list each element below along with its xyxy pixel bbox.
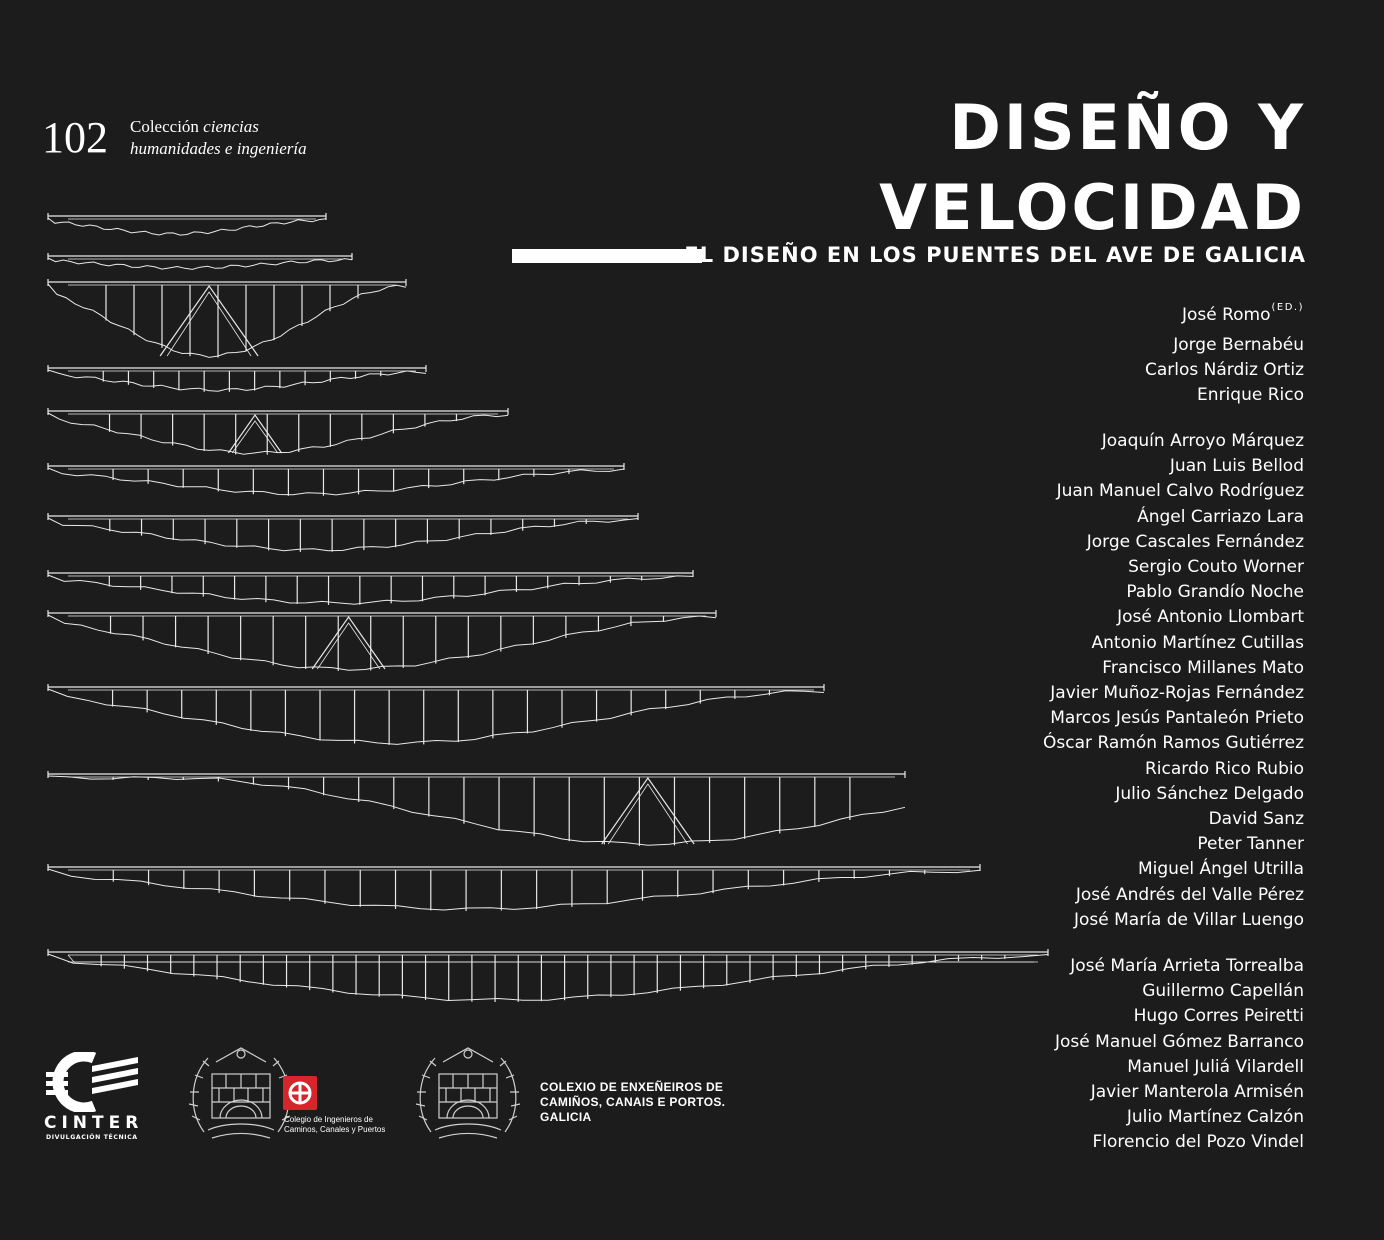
bridge-elevation (48, 771, 905, 846)
collection-italic-1: ciencias (203, 117, 259, 136)
series-number: 102 (42, 113, 108, 162)
bridge-elevation (48, 610, 716, 671)
editor (1182, 295, 1304, 328)
author-name: José Manuel Gómez Barranco (1055, 1031, 1304, 1052)
author-name: Peter Tanner (1197, 834, 1304, 855)
bridge-elevation (48, 570, 693, 605)
bridge-elevations-illustration (40, 200, 1050, 1010)
bridge-elevation (48, 513, 638, 552)
title-line-1: DISEÑO Y (949, 91, 1306, 164)
bridge-elevation (48, 279, 406, 358)
author-name: Florencio del Pozo Vindel (1092, 1132, 1304, 1153)
colexio-name-line-3: GALICIA (540, 1110, 592, 1124)
ciccp-symbol-icon (283, 1076, 317, 1110)
colexio-name-line-2: CAMIÑOS, CANAIS E PORTOS. (540, 1095, 726, 1109)
title-line-2: VELOCIDAD (879, 171, 1306, 244)
author-name: Manuel Juliá Vilardell (1127, 1056, 1304, 1077)
author-name: Hugo Corres Peiretti (1133, 1006, 1304, 1027)
book-subtitle: EL DISEÑO EN LOS PUENTES DEL AVE DE GALICIA (684, 243, 1306, 267)
bridge-elevation (48, 253, 352, 269)
author-name: José María Arrieta Torrealba (1070, 956, 1304, 976)
author-name: José Antonio Llombart (1117, 607, 1304, 628)
colexio-name-line-1: COLEXIO DE ENXEÑEIROS DE (540, 1080, 724, 1094)
author-name: David Sanz (1208, 809, 1304, 830)
collection-name (130, 116, 307, 160)
cinter-tagline: DIVULGACIÓN TÉCNICA (46, 1134, 138, 1141)
author-name: Julio Sánchez Delgado (1115, 783, 1304, 804)
bridge-elevation (48, 864, 980, 911)
ciccp-seal-emblem (186, 1040, 296, 1152)
author-name: Antonio Martínez Cutillas (1091, 632, 1304, 653)
bridge-elevation (48, 949, 1048, 1002)
cinter-logo (42, 1052, 142, 1112)
collection-prefix: Colección (130, 117, 199, 136)
author-name: Ángel Carriazo Lara (1137, 506, 1304, 527)
bridge-elevation (48, 365, 426, 392)
ciccp-name (284, 1115, 385, 1135)
author-name: Óscar Ramón Ramos Gutiérrez (1043, 733, 1304, 754)
author-name: José María de Villar Luengo (1073, 909, 1304, 930)
collection-italic-2: humanidades e ingeniería (130, 139, 307, 158)
author-name: Julio Martínez Calzón (1126, 1107, 1304, 1128)
author-name: Javier Muñoz-Rojas Fernández (1050, 683, 1304, 704)
author-name: Ricardo Rico Rubio (1144, 758, 1304, 779)
author-group-1 (1145, 333, 1304, 409)
author-group-2 (1043, 429, 1304, 933)
author-name: Jorge Bernabéu (1173, 335, 1304, 355)
author-name: Javier Manterola Armisén (1090, 1082, 1304, 1103)
author-name: Guillermo Capellán (1142, 981, 1304, 1002)
author-name: Enrique Rico (1197, 385, 1304, 406)
author-name: Marcos Jesús Pantaleón Prieto (1050, 708, 1304, 729)
author-name: Jorge Cascales Fernández (1086, 531, 1304, 552)
author-name: Francisco Millanes Mato (1102, 657, 1304, 678)
author-name: Pablo Grandío Noche (1126, 582, 1304, 603)
colexio-seal-emblem (410, 1040, 526, 1152)
author-group-3 (1055, 954, 1304, 1156)
author-name: Joaquín Arroyo Márquez (1101, 431, 1304, 451)
editor-name: José Romo (1181, 305, 1271, 325)
bridge-elevation (48, 213, 326, 235)
ciccp-name-line-1: Colegio de Ingenieros de (284, 1115, 373, 1124)
ciccp-name-line-2: Caminos, Canales y Puertos (284, 1125, 386, 1134)
bridge-elevation (48, 684, 824, 745)
editor-role: (ED.) (1271, 302, 1304, 313)
ciccp-logo-mark (283, 1076, 317, 1110)
cinter-name: CINTER (44, 1113, 144, 1133)
author-name: José Andrés del Valle Pérez (1075, 884, 1304, 905)
author-name: Juan Manuel Calvo Rodríguez (1056, 481, 1304, 502)
author-name: Miguel Ángel Utrilla (1137, 859, 1304, 880)
colexio-name (540, 1080, 725, 1125)
author-name: Sergio Couto Worner (1128, 557, 1304, 578)
bridge-elevation (48, 408, 508, 455)
author-name: Carlos Nárdiz Ortiz (1144, 360, 1304, 381)
author-name: Juan Luis Bellod (1169, 456, 1304, 477)
bridge-elevation (48, 463, 624, 496)
